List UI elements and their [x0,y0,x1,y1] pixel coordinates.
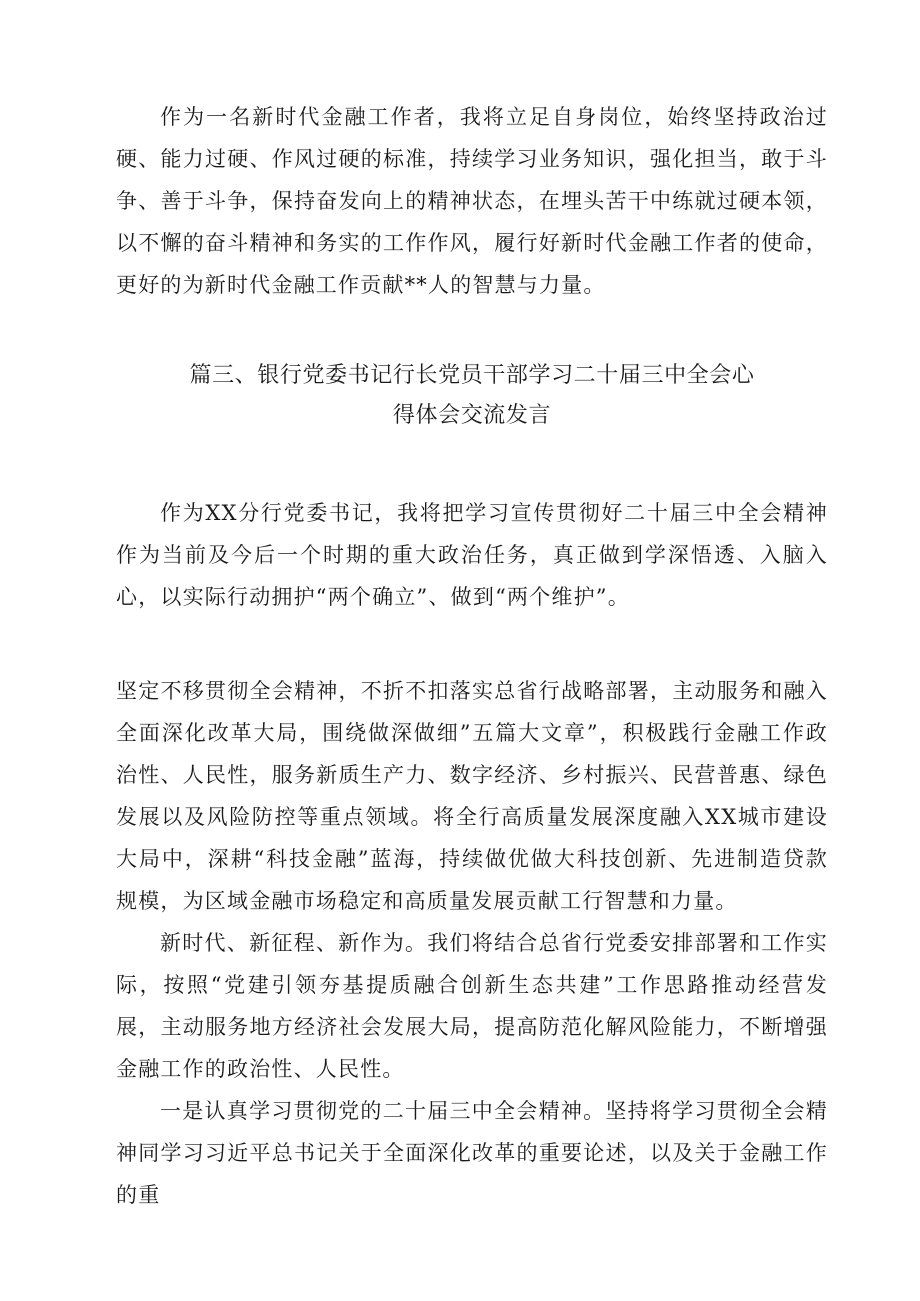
paragraph-implementation: 坚定不移贯彻全会精神，不折不扣落实总省行战略部署，主动服务和融入全面深化改革大局，围绕做深做细”五篇大文章”，积极践行金融工作政治性、人民性，服务新质生产力、数字经济、乡村振兴、民营普惠、绿色发展以及风险防控等重点领域。将全行高质量发展深度融入XX城市建设大局中，深耕“科技金融”蓝海，持续做优做大科技创新、先进制造贷款规模，为区域金融市场稳定和高质量发展贡献工行智慧和力量。 [116,679,828,913]
section-heading [116,356,828,436]
paragraph-closing-statement: 作为一名新时代金融工作者，我将立足自身岗位，始终坚持政治过硬、能力过硬、作风过硬的标准，持续学习业务知识，强化担当，敢于斗争、善于斗争，保持奋发向上的精神状态，在埋头苦干中练就过硬本领，以不懈的奋斗精神和务实的工作作风，履行好新时代金融工作者的使命，更好的为新时代金融工作贡献**人的智慧与力量。 [116,105,828,297]
spacer [116,436,828,492]
paragraph-point-one: 一是认真学习贯彻党的二十届三中全会精神。坚持将学习贯彻全会精神同学习习近平总书记关于全面深化改革的重要论述，以及关于金融工作的重 [116,1099,828,1207]
document-body [116,96,828,1216]
section-heading-line-1: 篇三、银行党委书记行长党员干部学习二十届三中全会心 [189,363,755,388]
spacer [116,618,828,670]
paragraph-intro: 作为XX分行党委书记，我将把学习宣传贯彻好二十届三中全会精神作为当前及今后一个时期的重大政治任务，真正做到学深悟透、入脑入心，以实际行动拥护“两个确立”、做到“两个维护”。 [116,501,828,609]
paragraph-new-era: 新时代、新征程、新作为。我们将结合总省行党委安排部署和工作实际，按照“党建引领夯基提质融合创新生态共建”工作思路推动经营发展，主动服务地方经济社会发展大局，提高防范化解风险能力，不断增强金融工作的政治性、人民性。 [116,931,828,1081]
section-heading-line-2: 得体会交流发言 [392,403,552,428]
spacer [116,306,828,356]
